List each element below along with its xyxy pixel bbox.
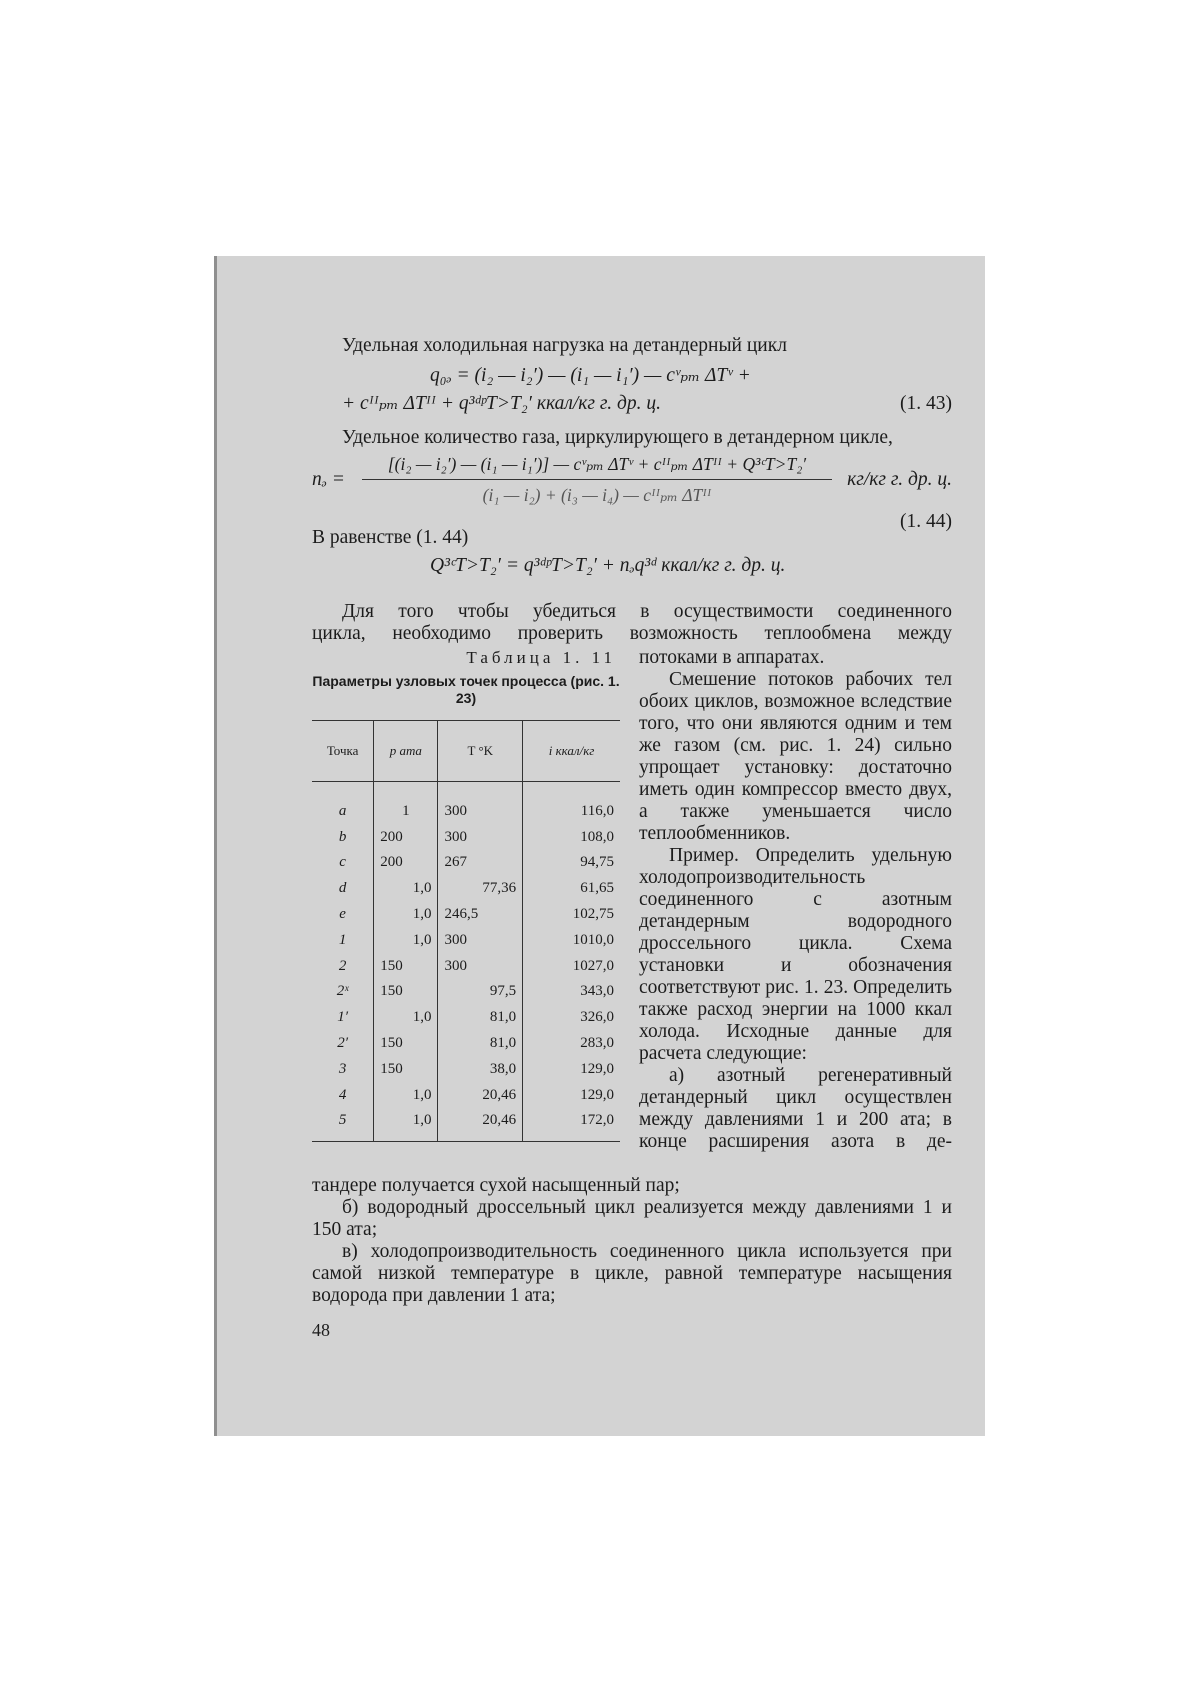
table-cell: 1010,0 <box>523 927 620 953</box>
table-row <box>312 824 620 850</box>
table-cell: 150 <box>374 953 438 979</box>
table-header-temperature: T °K <box>438 721 523 782</box>
table-cell: 1,0 <box>374 927 438 953</box>
table-cell: a <box>338 802 347 819</box>
table-header-point: Точка <box>312 721 374 782</box>
table-cell: 150 <box>374 979 438 1005</box>
equation-number-1-44: (1. 44) <box>900 511 952 532</box>
table-cell: 116,0 <box>523 782 620 824</box>
table-row <box>312 927 620 953</box>
formula-nd-numerator: [(i₂ — i₂′) — (i₁ — i₁′)] — cᵛₚₘ ΔTᵛ + cᴵᴵₚₘ ΔTᴵᴵ + Q³ᶜT>T₂′ <box>362 453 832 480</box>
right-text-column <box>639 647 952 1153</box>
table-cell: 200 <box>374 850 438 876</box>
right-para-item-a: а) азотный регенеративный детандерный цикл осуществлен между давлениями 1 и 200 ата; в конце расширения азота в де- <box>639 1065 952 1152</box>
table-cell: 4 <box>338 1086 347 1103</box>
table-cell: 38,0 <box>438 1056 523 1082</box>
table-cell: 77,36 <box>438 875 523 901</box>
table-cell: 1,0 <box>374 901 438 927</box>
formula-nd-fraction <box>362 453 832 506</box>
para-check-line2: цикла, необходимо проверить возможность теплообмена между <box>312 623 952 644</box>
equation-number-1-43: (1. 43) <box>900 393 952 414</box>
table-cell: 1′ <box>337 1009 348 1026</box>
table-cell: 61,65 <box>523 875 620 901</box>
table-title: Параметры узловых точек процесса (рис. 1. 23) <box>312 673 620 706</box>
table-cell: 1,0 <box>374 1082 438 1108</box>
table-cell: 81,0 <box>438 1004 523 1030</box>
right-para-example: Пример. Определить удельную холодопроизводительность соединенного с азотным детандерным водородного дроссельного цикла. Схема установки и обозначения соответствуют рис. 1. 23. Определить также расход энергии на 1000 ккал холода. Исходные данные для расчета следующие: <box>639 845 952 1064</box>
table-cell: 300 <box>438 782 523 824</box>
table-cell: 2 <box>338 957 347 974</box>
table-row <box>312 1004 620 1030</box>
table-cell: 1027,0 <box>523 953 620 979</box>
table-cell: 102,75 <box>523 901 620 927</box>
table-row <box>312 1030 620 1056</box>
page-content <box>312 335 952 1341</box>
continuation-line: тандере получается сухой насыщенный пар; <box>312 1175 680 1196</box>
table-cell: 343,0 <box>523 979 620 1005</box>
formula-q0d-line1-text: q₀ₔ = (i₂ — i₂′) — (i₁ — i₁′) — cᵛₚₘ ΔTᵛ + <box>430 365 751 386</box>
table-header-enthalpy: i ккал/кг <box>523 721 620 782</box>
table-row <box>312 901 620 927</box>
table-cell: 326,0 <box>523 1004 620 1030</box>
item-b: б) водородный дроссельный цикл реализуется между давлениями 1 и 150 ата; <box>312 1197 952 1240</box>
table-cell: 20,46 <box>438 1108 523 1142</box>
formula-nd-unit: кг/кг г. др. ц. <box>847 469 952 490</box>
table-cell: 1,0 <box>374 875 438 901</box>
table-cell: 129,0 <box>523 1082 620 1108</box>
item-c: в) холодопроизводительность соединенного цикла используется при самой низкой температуре в цикле, равной температуре насыщения водорода при давлении 1 ата; <box>312 1241 952 1306</box>
table-cell: 2′ <box>337 1035 348 1052</box>
right-para-mixing: Смешение потоков рабочих тел обоих циклов, возможное вследствие того, что они являются одним и тем же газом (см. рис. 1. 24) сильно упрощает установку: достаточно иметь один компрессор вместо двух, а также уменьшается число теплообменников. <box>639 669 952 844</box>
formula-q0d-line2 <box>312 393 952 421</box>
table-header-row <box>312 721 620 782</box>
formula-Q-text: Q³ᶜT>T₂′ = q³ᵈᵖT>T₂′ + nₔq³ᵈ ккал/кг г. др. ц. <box>430 555 786 576</box>
page-number: 48 <box>312 1320 330 1340</box>
table-row <box>312 782 620 824</box>
formula-Q <box>312 555 952 583</box>
table-header-pressure: p ama <box>374 721 438 782</box>
table-cell: d <box>338 880 347 897</box>
table-cell: 94,75 <box>523 850 620 876</box>
table-and-text <box>312 647 952 1175</box>
table-cell: 2ˣ <box>336 983 349 1000</box>
page-sheet <box>214 256 985 1436</box>
formula-nd-label: nₔ = <box>312 469 345 490</box>
table-row <box>312 979 620 1005</box>
formula-nd-denominator: (i₁ — i₂) + (i₃ — i₄) — cᴵᴵₚₘ ΔTᴵᴵ <box>482 485 712 505</box>
table-cell: 300 <box>438 953 523 979</box>
table-cell: 150 <box>374 1056 438 1082</box>
table-cell: 5 <box>312 1108 374 1142</box>
table-cell: e <box>339 906 346 923</box>
table-block <box>312 647 620 1142</box>
table-cell: 108,0 <box>523 824 620 850</box>
table-cell: 1,0 <box>374 1004 438 1030</box>
table-cell: 97,5 <box>438 979 523 1005</box>
para-check-line1: Для того чтобы убедиться в осуществимости соединенного <box>342 601 952 622</box>
right-para-flows: потоками в аппаратах. <box>639 647 825 668</box>
gas-amount-text: Удельное количество газа, циркулирующего в детандерном цикле, <box>342 427 893 448</box>
table-cell: 3 <box>338 1060 347 1077</box>
table-cell: 1,0 <box>374 1108 438 1142</box>
table-cell: 200 <box>374 824 438 850</box>
formula-q0d-line2-text: + cᴵᴵₚₘ ΔTᴵᴵ + q³ᵈᵖT>T₂′ ккал/кг г. др. ц. <box>342 393 661 414</box>
table-cell: 246,5 <box>438 901 523 927</box>
table-row <box>312 1108 620 1142</box>
table-row <box>312 850 620 876</box>
formula-q0d-line1 <box>312 365 952 393</box>
table-number: Таблица 1. 11 <box>466 648 616 667</box>
table-cell: 1 <box>374 782 438 824</box>
table-row <box>312 1082 620 1108</box>
table-row <box>312 875 620 901</box>
table-row <box>312 1056 620 1082</box>
parameters-table <box>312 720 620 1142</box>
table-row <box>312 953 620 979</box>
table-cell: 300 <box>438 927 523 953</box>
table-cell: c <box>339 854 346 871</box>
table-cell: 172,0 <box>523 1108 620 1142</box>
equality-intro: В равенстве (1. 44) <box>312 527 469 548</box>
table-cell: 283,0 <box>523 1030 620 1056</box>
intro-line: Удельная холодильная нагрузка на детандерный цикл <box>342 335 787 356</box>
table-cell: 20,46 <box>438 1082 523 1108</box>
table-cell: 150 <box>374 1030 438 1056</box>
table-cell: 81,0 <box>438 1030 523 1056</box>
table-cell: 300 <box>438 824 523 850</box>
table-cell: b <box>338 828 347 845</box>
table-cell: 267 <box>438 850 523 876</box>
table-cell: 1 <box>338 931 347 948</box>
table-cell: 129,0 <box>523 1056 620 1082</box>
formula-nd <box>312 453 952 513</box>
